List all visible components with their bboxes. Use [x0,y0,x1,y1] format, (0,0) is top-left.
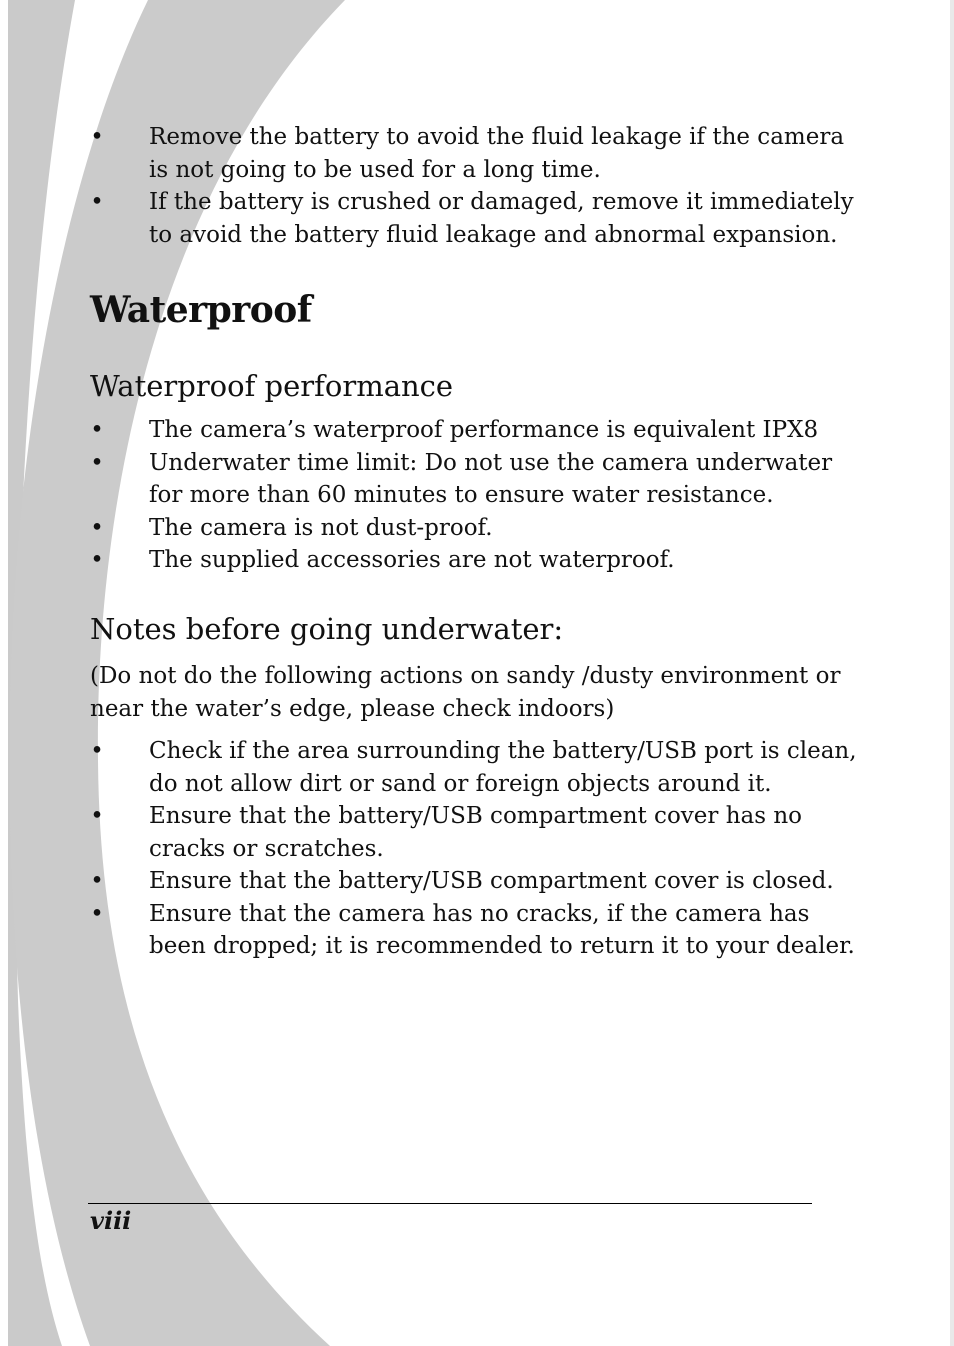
notes-bullet-list [90,735,870,963]
list-item: • Ensure that the battery/USB compartment cover has no cracks or scratches. [90,800,870,865]
list-item: • If the battery is crushed or damaged, remove it immediately to avoid the battery fluid leakage and abnormal expansion. [90,186,870,251]
notes-intro: (Do not do the following actions on sandy /dusty environment or near the water’s edge, please check indoors) [90,663,841,722]
list-item: • Underwater time limit: Do not use the camera underwater for more than 60 minutes to ensure water resistance. [90,447,870,512]
bullet-icon: • [90,803,104,829]
bullet-icon: • [90,189,104,215]
bullet-icon: • [90,124,104,150]
bullet-icon: • [90,417,104,443]
section-title: Waterproof [90,289,312,331]
bullet-icon: • [90,449,104,476]
performance-heading: Waterproof performance [90,369,454,403]
list-item: • The supplied accessories are not waterproof. [90,544,870,577]
bullet-icon: • [90,547,104,573]
list-item: • Ensure that the camera has no cracks, if the camera has been dropped; it is recommended to return it to your dealer. [90,898,870,963]
battery-bullet-list [90,121,870,251]
list-item: • The camera is not dust-proof. [90,512,870,545]
bullet-icon: • [90,514,104,541]
bullet-icon: • [90,738,104,764]
notes-heading: Notes before going underwater: [90,612,564,646]
performance-bullet-list [90,414,870,577]
page-number: viii [90,1206,132,1235]
list-item: • Check if the area surrounding the battery/USB port is clean, do not allow dirt or sand or foreign objects around it. [90,735,870,800]
list-item: • Remove the battery to avoid the fluid leakage if the camera is not going to be used for a long time. [90,121,870,186]
list-item: • Ensure that the battery/USB compartment cover is closed. [90,865,870,898]
footer-rule [88,1203,812,1204]
bullet-icon: • [90,900,104,927]
bullet-icon: • [90,868,104,894]
list-item: • The camera’s waterproof performance is equivalent IPX8 [90,414,870,447]
